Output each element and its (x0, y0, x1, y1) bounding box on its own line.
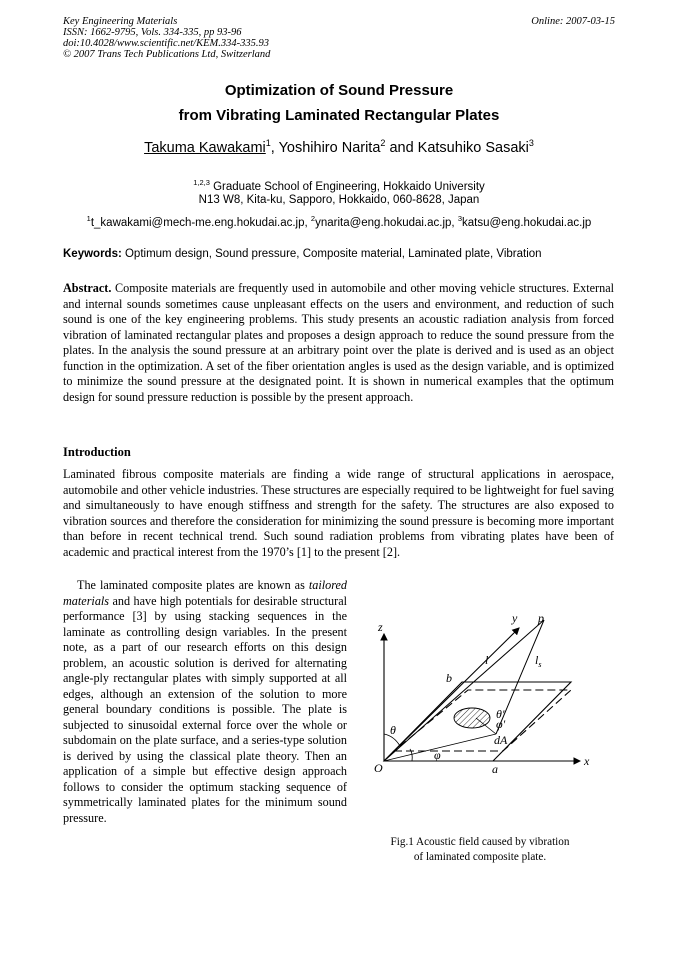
abstract-text: Composite materials are frequently used in automobile and other moving vehicle structures. External and internal sounds sometimes cause unpleasant effects on the users and environment, and reduction of such sound is one of the key engineering problems. This study presents an acoustic radiation analysis from forced vibration of laminated rectangular plates and proposes a design approach to reduce the sound pressure from the plates. In the analysis the sound pressure at an arbitrary point over the plate is derived and is used as an object function in the optimization. A set of the fiber orientation angles is used as the design variable, and is optimized to minimize the sound pressure at the designated point. It is shown in numerical examples that the optimum design for sound pressure reduction is possible by the present approach. (63, 281, 614, 404)
paper-title-line1: Optimization of Sound Pressure (224, 82, 454, 99)
section-heading-introduction: Introduction (63, 445, 131, 459)
abstract-label: Abstract. (63, 281, 112, 295)
journal-line: © 2007 Trans Tech Publications Ltd, Switzerland (63, 49, 271, 60)
email-link[interactable]: katsu@eng.hokudai.ac.jp (461, 216, 592, 229)
affiliation-text: Graduate School of Engineering, Hokkaido University (209, 180, 485, 193)
journal-header (63, 16, 270, 60)
keywords (63, 248, 615, 260)
label-dA: dA (494, 733, 508, 747)
label-p: p (538, 611, 544, 625)
label-theta: θ (390, 723, 396, 737)
journal-line: doi:10.4028/www.scientific.net/KEM.334-335.93 (63, 38, 269, 49)
journal-line: Key Engineering Materials (63, 16, 178, 27)
online-date: Online: 2007-03-15 (531, 16, 615, 27)
label-phi-prime: φ' (496, 717, 506, 731)
label-origin: O (374, 761, 383, 775)
affiliation-line1 (0, 178, 678, 193)
figure-acoustic-field (368, 606, 616, 781)
email-link[interactable]: ynarita@eng.hokudai.ac.jp (315, 216, 452, 229)
email-sup: 1 (86, 214, 91, 223)
label-x: x (584, 754, 590, 768)
author-name: Yoshihiro Narita (278, 139, 381, 156)
author-sup: 1 (265, 138, 271, 148)
intro-paragraph-2 (63, 578, 347, 826)
label-ls: $l_s$ (535, 653, 542, 669)
intro-p2-rest: and have high potentials for desirable structural performance [3] by using stacking sequences in the laminate as controlling design variables. In the present note, as a part of our research efforts on this design problem, an acoustic solution is derived for alternating angle-ply rectangular plates with simply supported at all edges, although an extension of the solution to more general boundary conditions is possible. The plate is subjected to sinusoidal external force over the whole or subdomain on the plate surface, and a series-type solution is derived by using the classical plate theory. Then an application of a simple but effective design approach follows to consider the optimum stacking sequence of symmetrically laminated plates for the minimum sound pressure. (63, 593, 347, 825)
radiation-line-l (384, 620, 544, 761)
label-b: b (446, 671, 452, 685)
label-theta-prime: θ' (496, 707, 505, 721)
intro-p2-start: The laminated composite plates are known as (77, 578, 309, 592)
label-l: l (485, 653, 489, 667)
figure-caption-line2: of laminated composite plate. (413, 851, 547, 863)
affiliation-sup: 1,2,3 (193, 178, 210, 187)
author-list (0, 138, 678, 156)
email-link[interactable]: t_kawakami@mech-me.eng.hokudai.ac.jp (90, 216, 305, 229)
journal-line: ISSN: 1662-9795, Vols. 334-335, pp 93-96 (63, 27, 242, 38)
keywords-label: Keywords: (63, 248, 122, 260)
label-y: y (512, 611, 518, 625)
author-sup: 2 (380, 138, 386, 148)
label-z: z (378, 620, 383, 634)
email-sup: 2 (310, 214, 316, 223)
author-name: Takuma Kawakami (144, 139, 266, 156)
affiliation-line2: N13 W8, Kita-ku, Sapporo, Hokkaido, 060-8628, Japan (198, 194, 480, 206)
label-phi: φ (434, 748, 441, 762)
abstract (63, 281, 614, 405)
email-list (63, 214, 615, 229)
loaded-subdomain (454, 708, 490, 728)
author-separator: and (385, 139, 418, 156)
figure-caption (368, 835, 592, 865)
email-separator: , (304, 216, 311, 229)
author-sup: 3 (528, 138, 534, 148)
paper-title-line2: from Vibrating Laminated Rectangular Plates (178, 107, 500, 124)
author-separator: , (270, 139, 279, 156)
email-separator: , (451, 216, 458, 229)
label-a: a (492, 762, 498, 776)
author-name: Katsuhiko Sasaki (417, 139, 529, 156)
intro-paragraph-1: Laminated fibrous composite materials are finding a wide range of structural applications in aerospace, automobile and other vehicle industries. These structures are especially required to be lightweight for fuel saving and simultaneously to have enough stiffness and strength for the safety. The structures are also exposed to vibration sources and therefore the consideration for minimizing the sound pressure is becoming more important than before in recent technical trend. Such sound radiation problems from vibrating plates have been of academic and practical interest from the 1970’s [1] to the present [2]. (63, 467, 614, 559)
figure-caption-line1: Fig.1 Acoustic field caused by vibration (390, 836, 570, 848)
email-sup: 3 (457, 214, 462, 223)
keywords-text: Optimum design, Sound pressure, Composite material, Laminated plate, Vibration (121, 248, 542, 260)
intro-p2-emphasis: tailored materials (63, 578, 347, 608)
